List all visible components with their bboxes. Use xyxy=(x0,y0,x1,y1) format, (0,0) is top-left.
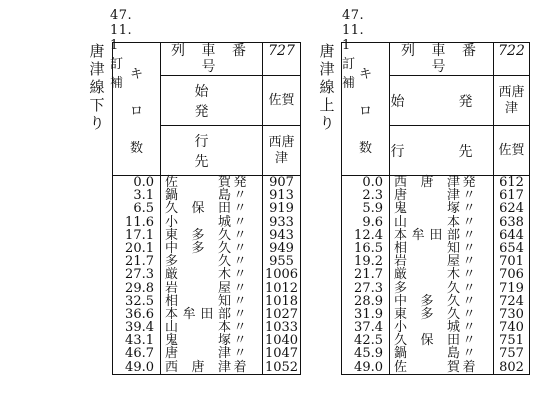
arrival-departure-mark: 〃 xyxy=(462,280,476,296)
train-number-label: 列 車 番 号 xyxy=(161,43,263,76)
time-cell: 701 xyxy=(499,254,524,270)
arrival-departure-mark: 〃 xyxy=(462,188,476,204)
station-cell xyxy=(394,295,493,308)
time-cell: 1033 xyxy=(264,320,299,336)
arrival-departure-mark: 〃 xyxy=(462,306,476,322)
train-number: 722 xyxy=(494,43,530,76)
station-name: 鍋島 xyxy=(394,346,460,362)
kilo-header: キ ロ 数 xyxy=(342,43,390,176)
station-name: 鬼塚 xyxy=(394,201,460,217)
station-cell xyxy=(394,229,493,242)
station-column xyxy=(390,176,494,375)
kilometre-cell: 37.4 xyxy=(354,320,383,336)
station-name: 厳木 xyxy=(165,267,231,283)
station-cell xyxy=(165,347,262,360)
time-cell: 638 xyxy=(499,214,524,230)
station-cell xyxy=(394,216,493,229)
time-cell: 913 xyxy=(269,188,294,204)
kilometre-cell: 21.7 xyxy=(354,267,383,283)
station-cell xyxy=(394,268,493,281)
arrival-departure-mark: 〃 xyxy=(462,254,476,270)
arrival-departure-mark: 〃 xyxy=(462,240,476,256)
arrival-departure-mark: 〃 xyxy=(462,333,476,349)
destination-label: 行 先 xyxy=(161,126,263,176)
kilometre-cell: 9.6 xyxy=(362,214,383,230)
time-cell: 919 xyxy=(269,201,294,217)
line-title: 唐津線下り xyxy=(89,42,105,132)
arrival-departure-mark: 〃 xyxy=(233,240,247,256)
arrival-departure-mark: 〃 xyxy=(233,333,247,349)
station-cell xyxy=(394,347,493,360)
kilometre-cell: 36.6 xyxy=(125,306,154,322)
station-name: 相知 xyxy=(165,293,231,309)
origin-station: 佐賀 xyxy=(263,76,301,126)
station-cell xyxy=(165,268,262,281)
time-cell: 933 xyxy=(269,214,294,230)
kilometre-cell: 31.9 xyxy=(354,306,383,322)
destination-station: 西唐津 xyxy=(263,126,301,176)
arrival-departure-mark: 〃 xyxy=(462,267,476,283)
station-name: 中多久 xyxy=(165,240,231,256)
arrival-departure-mark: 〃 xyxy=(233,320,247,336)
time-cell: 949 xyxy=(269,240,294,256)
station-cell xyxy=(165,295,262,308)
station-name: 岩屋 xyxy=(165,280,231,296)
station-name: 東多久 xyxy=(394,306,460,322)
arrival-departure-mark: 〃 xyxy=(233,188,247,204)
time-cell: 724 xyxy=(499,293,524,309)
station-column xyxy=(161,176,263,375)
kilometre-column xyxy=(342,176,390,375)
station-name: 佐賀 xyxy=(394,359,460,375)
revision-note: 47. 11. 1訂補 xyxy=(110,8,133,91)
arrival-departure-mark: 〃 xyxy=(233,346,247,362)
arrival-departure-mark: 〃 xyxy=(233,306,247,322)
kilometre-cell: 17.1 xyxy=(125,227,154,243)
station-cell xyxy=(394,202,493,215)
origin-label: 始 発 xyxy=(390,76,494,126)
station-name: 久保田 xyxy=(165,201,231,217)
time-cell: 624 xyxy=(499,201,524,217)
kilometre-cell: 49.0 xyxy=(125,359,154,375)
arrival-departure-mark: 〃 xyxy=(233,267,247,283)
station-name: 唐津 xyxy=(165,346,231,362)
time-cell: 1018 xyxy=(264,293,299,309)
time-cell: 740 xyxy=(499,320,524,336)
kilometre-cell: 39.4 xyxy=(125,320,154,336)
arrival-departure-mark: 〃 xyxy=(462,320,476,336)
arrival-departure-mark: 〃 xyxy=(233,280,247,296)
train-number: 727 xyxy=(263,43,301,76)
station-name: 山本 xyxy=(394,214,460,230)
kilometre-cell: 27.3 xyxy=(354,280,383,296)
kilometre-cell: 43.1 xyxy=(125,333,154,349)
kilometre-cell: 20.1 xyxy=(125,240,154,256)
time-cell: 719 xyxy=(499,280,524,296)
kilometre-cell: 32.5 xyxy=(125,293,154,309)
origin-station: 西唐津 xyxy=(494,76,530,126)
line-title: 唐津線上り xyxy=(319,42,335,132)
time-cell: 802 xyxy=(499,359,524,375)
station-cell xyxy=(165,282,262,295)
arrival-departure-mark: 着 xyxy=(233,359,247,375)
station-name: 久保田 xyxy=(394,333,460,349)
kilometre-cell: 16.5 xyxy=(354,240,383,256)
station-name: 厳木 xyxy=(394,267,460,283)
arrival-departure-mark: 〃 xyxy=(233,293,247,309)
kilometre-cell: 45.9 xyxy=(354,346,383,362)
arrival-departure-mark: 着 xyxy=(462,359,476,375)
destination-station: 佐賀 xyxy=(494,126,530,176)
arrival-departure-mark: 発 xyxy=(233,175,247,190)
time-cell: 1052 xyxy=(264,359,299,375)
time-cell: 1047 xyxy=(264,346,299,362)
time-cell: 644 xyxy=(499,227,524,243)
station-cell xyxy=(165,216,262,229)
time-cell: 1006 xyxy=(264,267,299,283)
station-cell xyxy=(165,361,262,374)
station-cell xyxy=(394,361,493,374)
station-name: 鍋島 xyxy=(165,188,231,204)
arrival-departure-mark: 〃 xyxy=(233,214,247,230)
arrival-departure-mark: 〃 xyxy=(462,227,476,243)
kilometre-cell: 46.7 xyxy=(125,346,154,362)
revision-note: 47. 11. 1訂補 xyxy=(342,8,365,91)
time-cell: 955 xyxy=(269,254,294,270)
timetable-table xyxy=(112,42,301,375)
kilo-header: キ ロ 数 xyxy=(113,43,161,176)
time-cell: 757 xyxy=(499,346,524,362)
station-name: 東多久 xyxy=(165,227,231,243)
arrival-departure-mark: 〃 xyxy=(462,293,476,309)
time-cell: 612 xyxy=(499,175,524,190)
arrival-departure-mark: 発 xyxy=(462,175,476,190)
arrival-departure-mark: 〃 xyxy=(233,254,247,270)
kilometre-cell: 5.9 xyxy=(362,201,383,217)
station-name: 中多久 xyxy=(394,293,460,309)
station-name: 本牟田部 xyxy=(165,306,231,322)
time-cell: 706 xyxy=(499,267,524,283)
time-column xyxy=(494,176,530,375)
kilometre-cell: 42.5 xyxy=(354,333,383,349)
time-cell: 751 xyxy=(499,333,524,349)
kilometre-cell: 28.9 xyxy=(354,293,383,309)
arrival-departure-mark: 〃 xyxy=(462,214,476,230)
station-name: 山本 xyxy=(165,320,231,336)
kilometre-cell: 29.8 xyxy=(125,280,154,296)
timetable-table xyxy=(341,42,530,375)
time-cell: 654 xyxy=(499,240,524,256)
station-cell xyxy=(165,202,262,215)
station-name: 鬼塚 xyxy=(165,333,231,349)
time-cell: 907 xyxy=(269,175,294,190)
station-name: 佐賀 xyxy=(165,175,231,190)
time-cell: 1040 xyxy=(264,333,299,349)
time-cell: 617 xyxy=(499,188,524,204)
time-cell: 1027 xyxy=(264,306,299,322)
kilometre-cell: 21.7 xyxy=(125,254,154,270)
kilometre-cell: 27.3 xyxy=(125,267,154,283)
kilometre-cell: 2.3 xyxy=(362,188,383,204)
arrival-departure-mark: 〃 xyxy=(462,346,476,362)
station-name: 小城 xyxy=(394,320,460,336)
kilometre-cell: 19.2 xyxy=(354,254,383,270)
kilometre-cell: 49.0 xyxy=(354,359,383,375)
station-name: 多久 xyxy=(165,254,231,270)
station-name: 岩屋 xyxy=(394,254,460,270)
station-cell xyxy=(394,282,493,295)
station-name: 本牟田部 xyxy=(394,227,460,243)
kilometre-cell: 3.1 xyxy=(133,188,154,204)
arrival-departure-mark: 〃 xyxy=(233,201,247,217)
station-name: 西唐津 xyxy=(394,175,460,190)
kilometre-cell: 0.0 xyxy=(362,175,383,190)
kilometre-cell: 6.5 xyxy=(133,201,154,217)
station-name: 小城 xyxy=(165,214,231,230)
kilometre-cell: 0.0 xyxy=(133,175,154,190)
origin-label: 始 発 xyxy=(161,76,263,126)
time-cell: 1012 xyxy=(264,280,299,296)
time-cell: 730 xyxy=(499,306,524,322)
train-number-label: 列 車 番 号 xyxy=(390,43,494,76)
station-cell xyxy=(165,229,262,242)
station-name: 相知 xyxy=(394,240,460,256)
station-name: 多久 xyxy=(394,280,460,296)
kilometre-cell: 11.6 xyxy=(125,214,154,230)
station-name: 西唐津 xyxy=(165,359,231,375)
time-cell: 943 xyxy=(269,227,294,243)
kilometre-cell: 12.4 xyxy=(354,227,383,243)
arrival-departure-mark: 〃 xyxy=(233,227,247,243)
arrival-departure-mark: 〃 xyxy=(462,201,476,217)
kilometre-column xyxy=(113,176,161,375)
time-column xyxy=(263,176,301,375)
station-name: 唐津 xyxy=(394,188,460,204)
destination-label: 行 先 xyxy=(390,126,494,176)
